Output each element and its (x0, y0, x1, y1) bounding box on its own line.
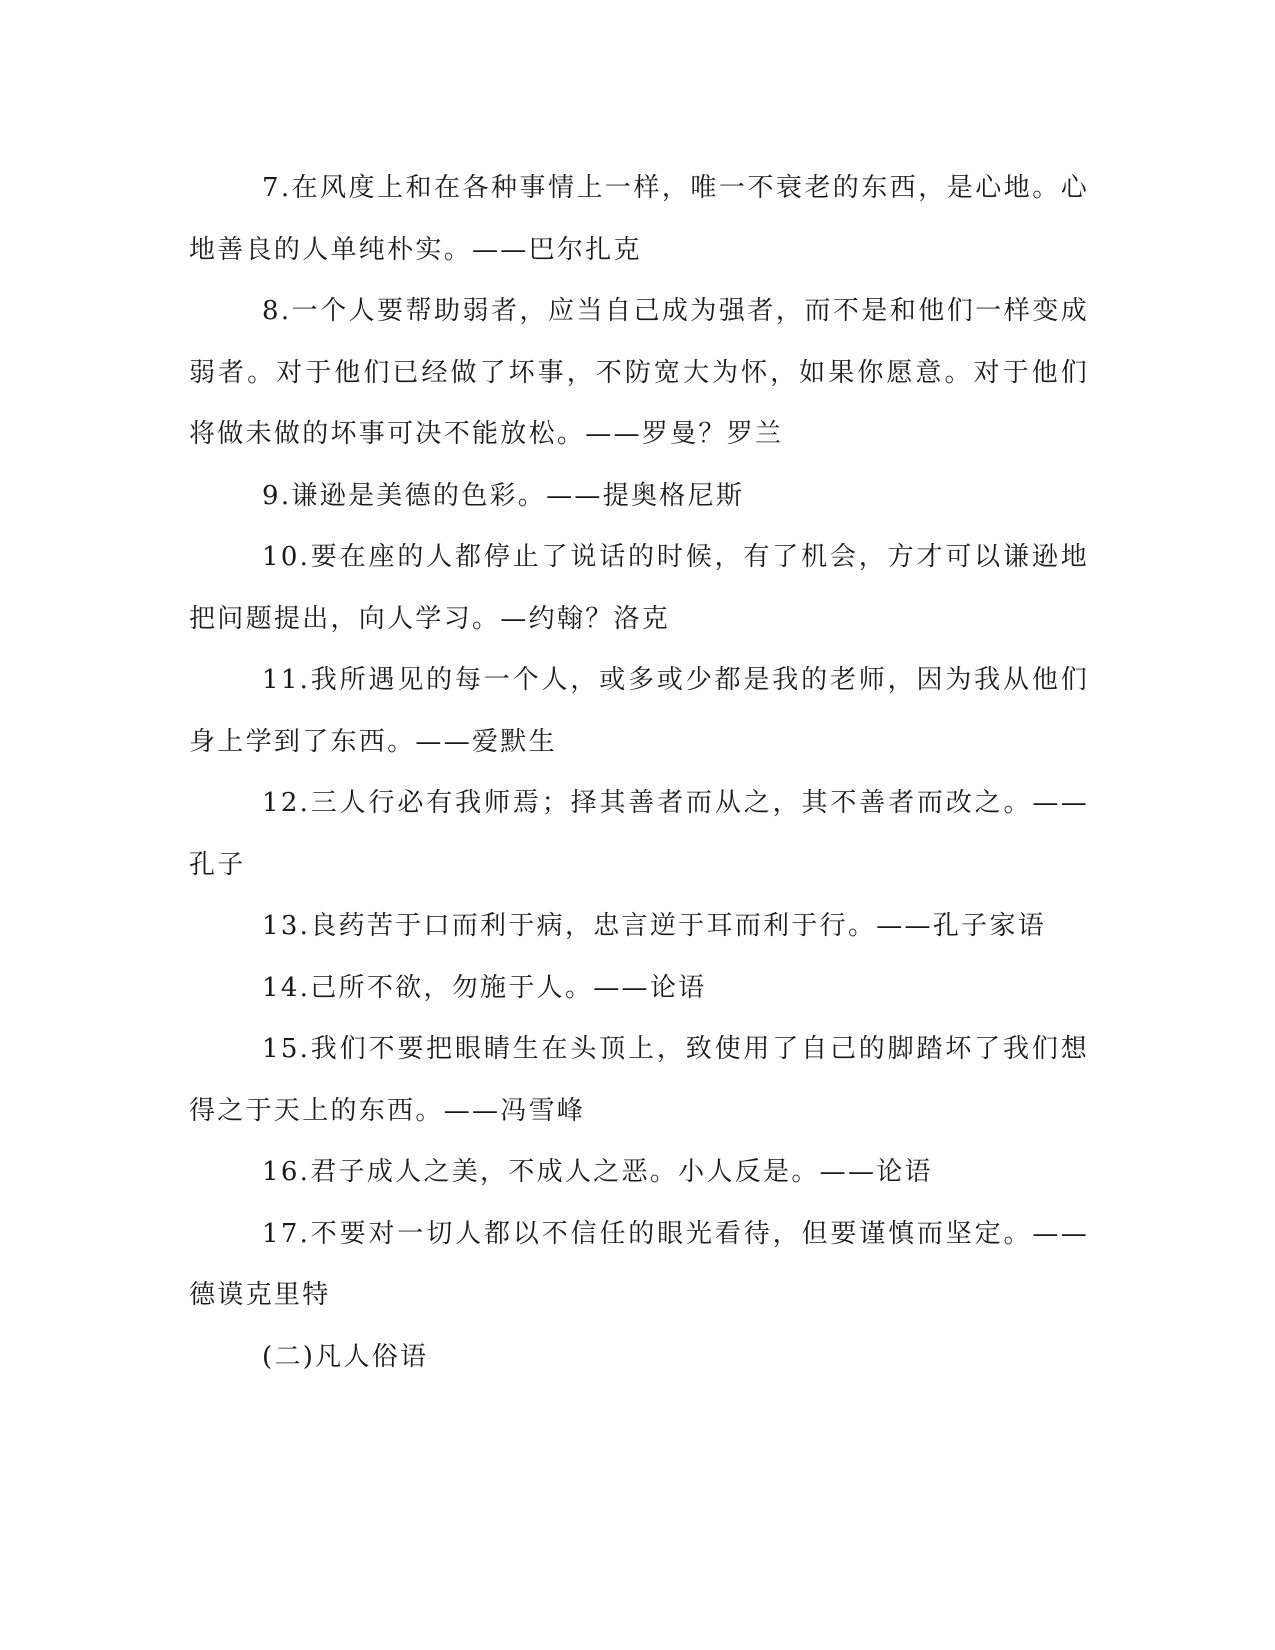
quote-14: 14.己所不欲，勿施于人。——论语 (262, 972, 707, 1003)
quote-17: 17.不要对一切人都以不信任的眼光看待，但要谨慎而坚定。——德谟克里特 (189, 1218, 1089, 1310)
quote-12: 12.三人行必有我师焉；择其善者而从之，其不善者而改之。——孔子 (189, 788, 1089, 880)
quote-10: 10.要在座的人都停止了说话的时候，有了机会，方才可以谦逊地把问题提出，向人学习。—约翰？洛克 (189, 542, 1089, 634)
document-page (189, 158, 1089, 1388)
section-heading: (二)凡人俗语 (262, 1341, 429, 1372)
quote-7: 7.在风度上和在各种事情上一样，唯一不衰老的东西，是心地。心地善良的人单纯朴实。——巴尔扎克 (189, 173, 1089, 265)
quote-11: 11.我所遇见的每一个人，或多或少都是我的老师，因为我从他们身上学到了东西。——爱默生 (189, 665, 1089, 757)
quote-8: 8.一个人要帮助弱者，应当自己成为强者，而不是和他们一样变成弱者。对于他们已经做了坏事，不防宽大为怀，如果你愿意。对于他们将做未做的坏事可决不能放松。——罗曼？罗兰 (189, 296, 1089, 449)
quote-13: 13.良药苦于口而利于病，忠言逆于耳而利于行。——孔子家语 (262, 911, 1047, 941)
quote-15: 15.我们不要把眼睛生在头顶上，致使用了自己的脚踏坏了我们想得之于天上的东西。——冯雪峰 (189, 1034, 1089, 1126)
quote-9: 9.谦逊是美德的色彩。——提奥格尼斯 (262, 480, 745, 511)
quote-16: 16.君子成人之美，不成人之恶。小人反是。——论语 (262, 1157, 933, 1187)
